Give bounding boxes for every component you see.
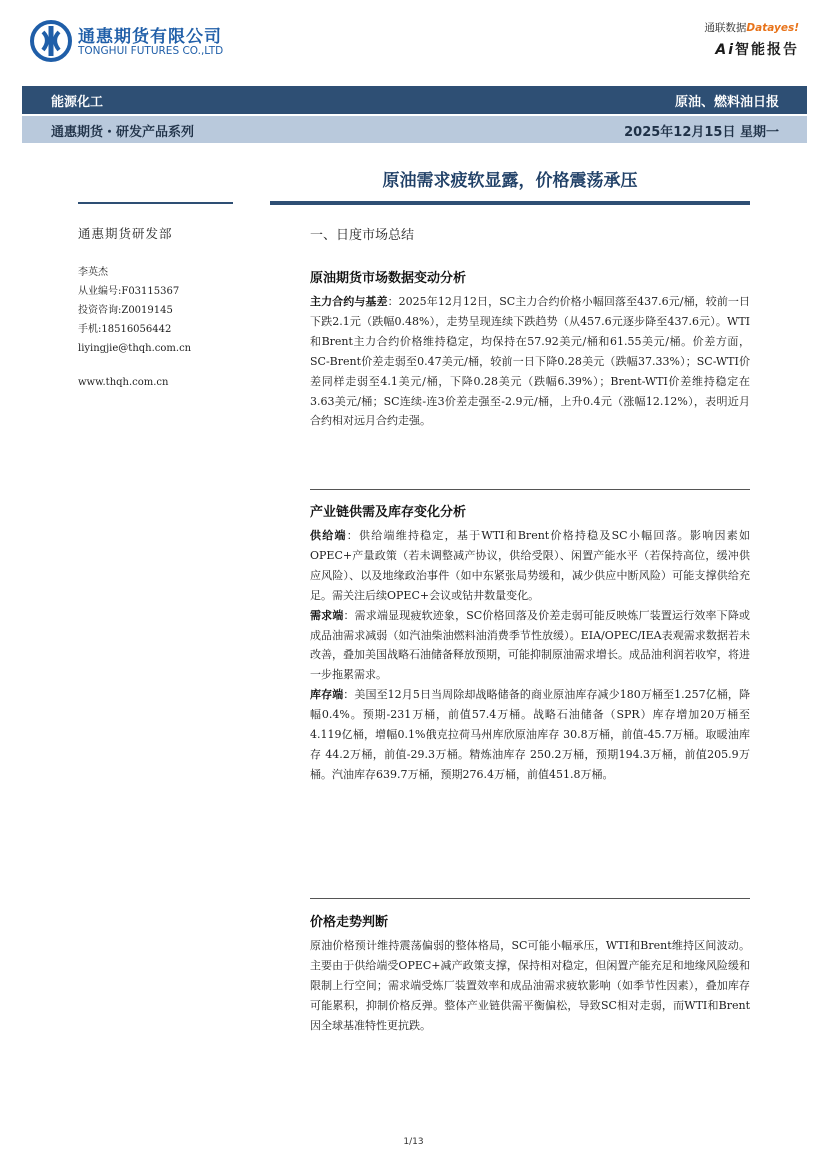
consult-number: Z0019145 xyxy=(121,305,173,316)
website-link[interactable]: www.thqh.com.cn xyxy=(78,377,169,388)
page-number: 1/13 xyxy=(403,1137,424,1147)
series-label: 通惠期货・研发产品系列 xyxy=(51,125,195,140)
paragraph-supply: 供给端：供给端维持稳定，基于WTI和Brent价格持稳及SC小幅回落。影响因素如OPEC+产量政策（若未调整减产协议，供给受限）、闲置产能水平（若保持高位，缓冲供应风险）、以及地缘政治事件（如中东紧张局势缓和，减少供应中断风险）可能支撑供给充足。需关注后续OPEC+会议或钻井数量变化。 xyxy=(310,529,751,602)
company-logo xyxy=(30,20,230,64)
chain-analysis xyxy=(310,501,750,785)
report-title: 原油需求疲软显露，价格震荡承压 xyxy=(382,171,638,191)
report-type: 原油、燃料油日报 xyxy=(674,95,779,110)
author-name: 李英杰 xyxy=(78,267,108,278)
email-link[interactable]: liyingjie@thqh.com.cn xyxy=(78,343,192,354)
paragraph-main-contract: 主力合约与基差：2025年12月12日，SC主力合约价格小幅回落至437.6元/桶，较前一日下跌2.1元（跌幅0.48%），走势呈现连续下跌趋势（从457.6元逐步降至437.6元）。WTI和Brent主力合约价格维持稳定，均保持在57.92美元/桶和61.55美元/桶。价差方面，SC-Brent价差走弱至0.47美元/桶，较前一日下降0.28美元（跌幅37.33%）；SC-WTI价差同样走弱至4.1美元/桶，下降0.28美元（跌幅6.39%）；Brent-WTI价差维持稳定在3.63美元/桶；SC连续-连3价差走强至-2.9元/桶，上升0.4元（涨幅12.12%），表明近月合约相对远月合约走强。 xyxy=(310,295,751,428)
main-content xyxy=(310,224,750,431)
brand-cn: 通联数据 xyxy=(704,22,747,34)
license-number: F03115367 xyxy=(121,286,180,297)
report-date: 2025年12月15日 星期一 xyxy=(624,125,779,140)
section-divider xyxy=(310,898,750,899)
paragraph-trend: 原油价格预计维持震荡偏弱的整体格局，SC可能小幅承压，WTI和Brent维持区间波动。主要由于供给端受OPEC+减产政策支撑，保持相对稳定，但闲置产能充足和地缘风险缓和限制上行空间；需求端受炼厂装置效率和成品油需求疲软影响（如季节性因素），叠加库存可能累积，抑制价格反弹。整体产业链供需平衡偏松，导致SC相对走弱，而WTI和Brent因全球基准特性更抗跌。 xyxy=(310,939,750,1032)
title-rule-left xyxy=(78,202,233,204)
heading-market-data: 原油期货市场数据变动分析 xyxy=(310,271,467,286)
department: 通惠期货研发部 xyxy=(78,226,173,241)
trend-analysis xyxy=(310,911,750,1036)
phone-number: 18516056442 xyxy=(101,324,172,335)
tonghui-logo-icon xyxy=(30,20,72,62)
brand-datayes: Datayes! xyxy=(746,22,799,34)
sub-header-bar xyxy=(22,116,807,143)
brand-ai-icon: Ai xyxy=(715,42,735,58)
section-divider xyxy=(310,489,750,490)
section-title: 一、日度市场总结 xyxy=(310,228,415,243)
phone-line: 手机:18516056442 xyxy=(78,324,172,335)
company-name-cn: 通惠期货有限公司 xyxy=(78,27,222,47)
title-rule-right xyxy=(270,201,750,205)
sector-label: 能源化工 xyxy=(51,95,104,110)
brand-report: 智能报告 xyxy=(735,42,799,58)
heading-supply-chain: 产业链供需及库存变化分析 xyxy=(310,505,467,520)
datayes-brand xyxy=(679,20,799,62)
paragraph-demand: 需求端：需求端显现疲软迹象，SC价格回落及价差走弱可能反映炼厂装置运行效率下降或成品油需求减弱（如汽油柴油燃料油消费季节性放缓）。EIA/OPEC/IEA表观需求数据若未改善，叠加美国战略石油储备释放预期，可能抑制原油需求增长。成品油利润若收窄，将进一步拖累需求。 xyxy=(310,608,751,682)
company-name-en: TONGHUI FUTURES CO.,LTD xyxy=(78,45,224,57)
license-line: 从业编号:F03115367 xyxy=(78,286,180,297)
paragraph-inventory: 库存端：美国至12月5日当周除却战略储备的商业原油库存减少180万桶至1.257亿桶，降幅0.4%。预期-231万桶，前值57.4万桶。战略石油储备（SPR）库存增加20万桶至4.119亿桶，增幅0.1%俄克拉荷马州库欣原油库存 30.8万桶，前值-45.7万桶。取暖油库存 44.2万桶，前值-29.3万桶。精炼油库存 250.2万桶，预期194.3万桶，前值205.9万桶。汽油库存639.7万桶，预期276.4万桶，前值451.8万桶。 xyxy=(310,688,750,781)
author-sidebar xyxy=(78,224,238,388)
consult-line: 投资咨询:Z0019145 xyxy=(78,305,173,316)
header-bar xyxy=(22,86,807,114)
heading-price-trend: 价格走势判断 xyxy=(310,915,389,930)
